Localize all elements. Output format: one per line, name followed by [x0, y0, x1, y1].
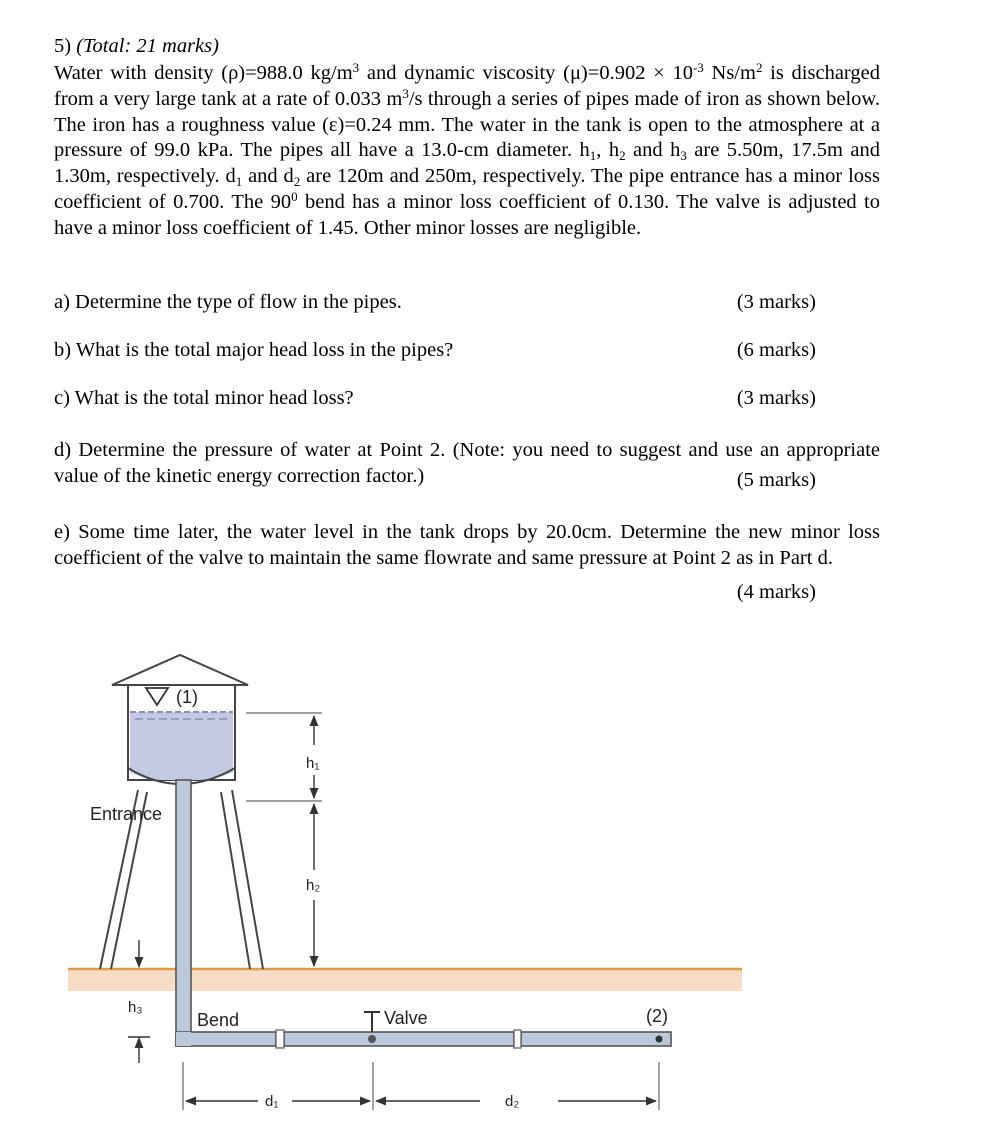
right-leg [221, 792, 250, 969]
h1-label: h₁ [306, 755, 320, 772]
point-2-marker [656, 1036, 663, 1043]
d1-label: d₁ [265, 1093, 279, 1110]
point-1-label: (1) [176, 687, 198, 707]
part-a-marks: (3 marks) [736, 291, 816, 313]
part-b-marks: (6 marks) [736, 339, 816, 361]
tank-water [130, 712, 233, 780]
part-e [54, 520, 880, 572]
h2-label: h₂ [306, 877, 321, 894]
question-header [54, 34, 880, 60]
part-a [54, 289, 816, 315]
question-number: 5) [54, 35, 72, 57]
part-e-marks: (4 marks) [736, 581, 816, 603]
entrance-label: Entrance [90, 804, 163, 824]
question-total: (Total: 21 marks) [76, 35, 219, 57]
pipe-segment-2 [284, 1032, 514, 1046]
part-d-marks-row [54, 467, 816, 493]
tank-roof [112, 655, 248, 685]
part-b [54, 337, 816, 363]
h3-label: h₃ [128, 999, 143, 1016]
part-d-marks: (5 marks) [736, 469, 816, 491]
part-e-text: e) Some time later, the water level in the tank drops by 20.0cm. Determine the new minor loss coefficient of the valve to maintain the same flowrate and same pressure at Point 2 as in Part d. [54, 521, 880, 569]
part-e-marks-row [54, 579, 816, 605]
part-d-text: d) Determine the pressure of water at Point 2. (Note: you need to suggest and use an appropriate value of the kinetic energy correction factor.) [54, 439, 880, 487]
part-c-marks: (3 marks) [736, 387, 816, 409]
soil-band [68, 969, 742, 991]
bend-label: Bend [197, 1010, 240, 1030]
part-a-text: a) Determine the type of flow in the pipes. [54, 291, 402, 313]
d2-label: d₂ [505, 1093, 520, 1110]
problem-statement: Water with density (ρ)=988.0 $kg/m^3$ and dynamic viscosity $(\mu)=0.902 \times 10^{-3}$ $Ns/m^2$ is discharged from a very large tank at a rate of 0.033 $m^3/s$ through a series of pipes made of iron as shown below. The iron has a roughness value (ε)=0.24 mm. The water in the tank is open to the atmosphere at a pressure of 99.0 kPa. The pipes all have a 13.0-cm diameter. $h_1$, $h_2$ and $h_3$ are 5.50m, 17.5m and 1.30m, respectively. $d_1$ and $d_2$ are 120m and 250m, respectively. The pipe entrance has a minor loss coefficient of 0.700. The $90^0$ bend has a minor loss coefficient of 0.130. The valve is adjusted to have a minor loss coefficient of 1.45. Other minor losses are negligible. [54, 60, 881, 239]
point-2-label: (2) [646, 1006, 668, 1026]
part-c-text: c) What is the total minor head loss? [54, 387, 354, 409]
part-c [54, 385, 816, 411]
valve-label: Valve [384, 1008, 428, 1028]
vertical-pipe [176, 780, 191, 1046]
part-b-text: b) What is the total major head loss in the pipes? [54, 339, 454, 361]
tank-pipe-diagram [0, 640, 996, 1140]
pipe-segment-3 [521, 1032, 671, 1046]
